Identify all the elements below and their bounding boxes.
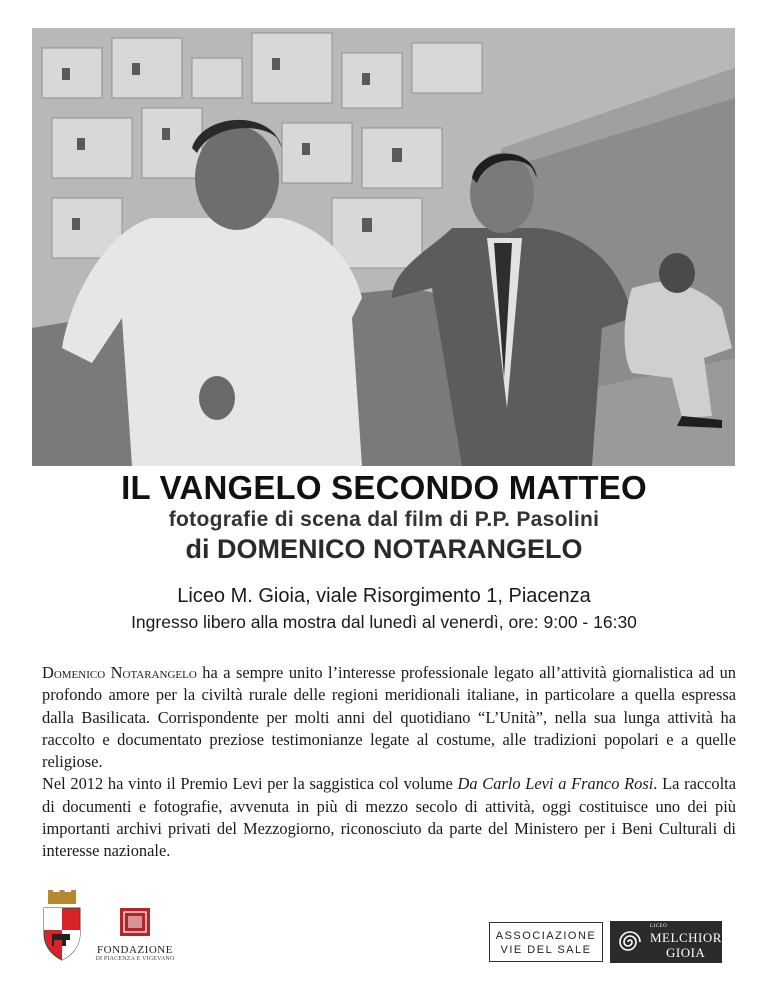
biography-paragraph-2 bbox=[42, 773, 736, 862]
associazione-vie-del-sale-logo bbox=[489, 922, 603, 962]
biography-paragraph-1 bbox=[42, 662, 736, 773]
biography-p2-rest: . La raccolta di documenti e fotografie, avvenuta in più di mezzo secolo di attività, oggi costituisce uno dei più importanti archivi privati del Mezzogiorno, riconosciuto da parte del Ministero per i Beni Culturali di interesse nazionale. bbox=[42, 774, 736, 861]
biography-author-name: Domenico Notarangelo bbox=[42, 663, 197, 682]
exhibition-title: IL VANGELO SECONDO MATTEO bbox=[121, 469, 647, 506]
film-still-illustration bbox=[32, 28, 735, 466]
assoc-line-2: VIE DEL SALE bbox=[500, 944, 592, 956]
entry-hours-line: Ingresso libero alla mostra dal lunedì al venerdì, ore: 9:00 - 16:30 bbox=[131, 612, 637, 632]
author-prefix: di bbox=[185, 534, 210, 564]
author-name: DOMENICO NOTARANGELO bbox=[217, 534, 583, 564]
exhibition-subtitle: fotografie di scena dal film di P.P. Pasolini bbox=[168, 508, 600, 531]
fondazione-subtitle: DI PIACENZA E VIGEVANO bbox=[95, 956, 175, 962]
fondazione-name: FONDAZIONE bbox=[97, 944, 173, 956]
spiral-icon bbox=[616, 928, 644, 956]
liceo-label: LICEO bbox=[650, 924, 668, 929]
liceo-name-1: MELCHIORRE bbox=[650, 930, 740, 945]
fondazione-logo bbox=[95, 908, 175, 960]
fondazione-emblem-icon bbox=[120, 908, 150, 936]
biography-p2-start: Nel 2012 ha vinto il Premio Levi per la saggistica col volume bbox=[42, 774, 458, 794]
author-line bbox=[0, 532, 768, 566]
assoc-line-1: ASSOCIAZIONE bbox=[495, 930, 597, 942]
piacenza-crest-icon bbox=[40, 890, 84, 962]
liceo-melchiorre-gioia-logo bbox=[610, 921, 740, 963]
venue-line: Liceo M. Gioia, viale Risorgimento 1, Piacenza bbox=[177, 585, 591, 607]
hero-photo bbox=[32, 28, 735, 466]
book-title: Da Carlo Levi a Franco Rosi bbox=[457, 774, 654, 794]
liceo-name-2: GIOIA bbox=[666, 945, 706, 960]
biography-p1-text: ha a sempre unito l’interesse professionale legato all’attività giornalistica ad un profondo amore per la civiltà rurale delle regioni meridionali italiane, in particolare a quella espressa dalla Basilicata. Corrispondente per molti anni del quotidiano “L’Unità”, nella sua lunga attività ha raccolto e documentato preziose testimonianze legate al costume, alle tradizioni popolari e a quelle religiose. bbox=[42, 663, 736, 772]
title-block bbox=[0, 468, 768, 566]
biography-text bbox=[42, 662, 736, 863]
